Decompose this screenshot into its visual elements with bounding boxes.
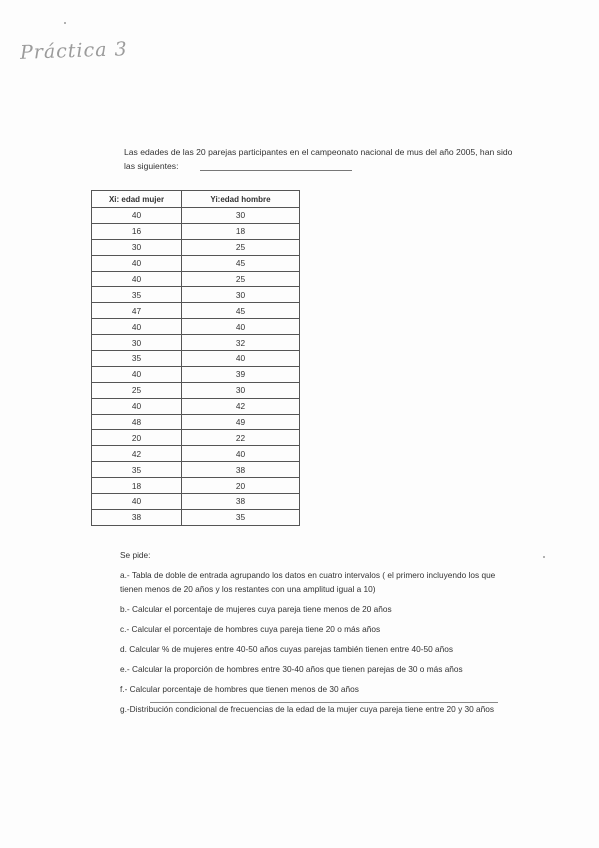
cell-women-age: 47 <box>92 303 182 319</box>
cell-women-age: 42 <box>92 446 182 462</box>
ages-table <box>91 190 300 526</box>
table-row <box>92 430 300 446</box>
table-row <box>92 351 300 367</box>
task-item-c: c.- Calcular el porcentaje de hombres cuya pareja tiene 20 o más años <box>120 624 381 634</box>
cell-men-age: 42 <box>182 398 300 414</box>
underline-mark <box>200 170 352 171</box>
cell-men-age: 49 <box>182 414 300 430</box>
task-item-d: d. Calcular % de mujeres entre 40-50 años cuyas parejas también tienen entre 40-50 años <box>120 644 453 654</box>
task-item-b: b.- Calcular el porcentaje de mujeres cuya pareja tiene menos de 20 años <box>120 604 392 614</box>
table-row <box>92 255 300 271</box>
cell-women-age: 25 <box>92 382 182 398</box>
scan-speck <box>543 556 545 558</box>
cell-women-age: 30 <box>92 239 182 255</box>
cell-women-age: 38 <box>92 509 182 525</box>
task-item-e: e.- Calcular la proporción de hombres entre 30-40 años que tienen parejas de 30 o más años <box>120 664 463 674</box>
cell-men-age: 39 <box>182 366 300 382</box>
table-row <box>92 271 300 287</box>
table-row <box>92 494 300 510</box>
cell-men-age: 25 <box>182 239 300 255</box>
cell-men-age: 38 <box>182 462 300 478</box>
cell-women-age: 35 <box>92 287 182 303</box>
table-row <box>92 208 300 224</box>
cell-women-age: 30 <box>92 335 182 351</box>
cell-women-age: 40 <box>92 366 182 382</box>
table-row <box>92 478 300 494</box>
table-row <box>92 446 300 462</box>
table-row <box>92 509 300 525</box>
cell-women-age: 18 <box>92 478 182 494</box>
task-list <box>120 550 520 722</box>
cell-men-age: 45 <box>182 255 300 271</box>
cell-women-age: 40 <box>92 255 182 271</box>
cell-men-age: 30 <box>182 287 300 303</box>
cell-men-age: 40 <box>182 351 300 367</box>
task-item-g: g.-Distribución condicional de frecuencias de la edad de la mujer cuya pareja tiene entre 20 y 30 años <box>120 704 495 714</box>
cell-men-age: 40 <box>182 446 300 462</box>
table-row <box>92 366 300 382</box>
task-heading: Se pide: <box>120 550 151 560</box>
table-row <box>92 287 300 303</box>
underline-mark <box>150 702 498 703</box>
task-item-a: a.- Tabla de doble de entrada agrupando los datos en cuatro intervalos ( el primero incluyendo los que tienen menos de 20 años y los restantes con una amplitud igual a 10) <box>120 570 496 594</box>
table-row <box>92 319 300 335</box>
cell-men-age: 30 <box>182 382 300 398</box>
cell-women-age: 16 <box>92 223 182 239</box>
table-header-row <box>92 191 300 208</box>
handwritten-title: Práctica 3 <box>19 38 129 64</box>
cell-women-age: 40 <box>92 398 182 414</box>
table-row <box>92 462 300 478</box>
table-row <box>92 223 300 239</box>
cell-men-age: 45 <box>182 303 300 319</box>
header-men-age: Yi:edad hombre <box>182 191 300 208</box>
cell-men-age: 35 <box>182 509 300 525</box>
table-row <box>92 239 300 255</box>
cell-women-age: 40 <box>92 319 182 335</box>
cell-men-age: 20 <box>182 478 300 494</box>
cell-men-age: 30 <box>182 208 300 224</box>
table-row <box>92 335 300 351</box>
intro-paragraph: Las edades de las 20 parejas participantes en el campeonato nacional de mus del año 2005, han sido las siguientes: <box>124 147 513 171</box>
cell-women-age: 40 <box>92 494 182 510</box>
cell-women-age: 48 <box>92 414 182 430</box>
cell-men-age: 38 <box>182 494 300 510</box>
cell-men-age: 25 <box>182 271 300 287</box>
table-row <box>92 303 300 319</box>
table-row <box>92 414 300 430</box>
cell-women-age: 35 <box>92 351 182 367</box>
table-row <box>92 398 300 414</box>
cell-men-age: 18 <box>182 223 300 239</box>
task-item-f: f.- Calcular porcentaje de hombres que tienen menos de 30 años <box>120 684 359 694</box>
cell-men-age: 32 <box>182 335 300 351</box>
table-row <box>92 382 300 398</box>
cell-men-age: 22 <box>182 430 300 446</box>
cell-women-age: 20 <box>92 430 182 446</box>
cell-men-age: 40 <box>182 319 300 335</box>
cell-women-age: 40 <box>92 208 182 224</box>
header-women-age: Xi: edad mujer <box>92 191 182 208</box>
cell-women-age: 35 <box>92 462 182 478</box>
scan-speck <box>64 22 66 24</box>
cell-women-age: 40 <box>92 271 182 287</box>
